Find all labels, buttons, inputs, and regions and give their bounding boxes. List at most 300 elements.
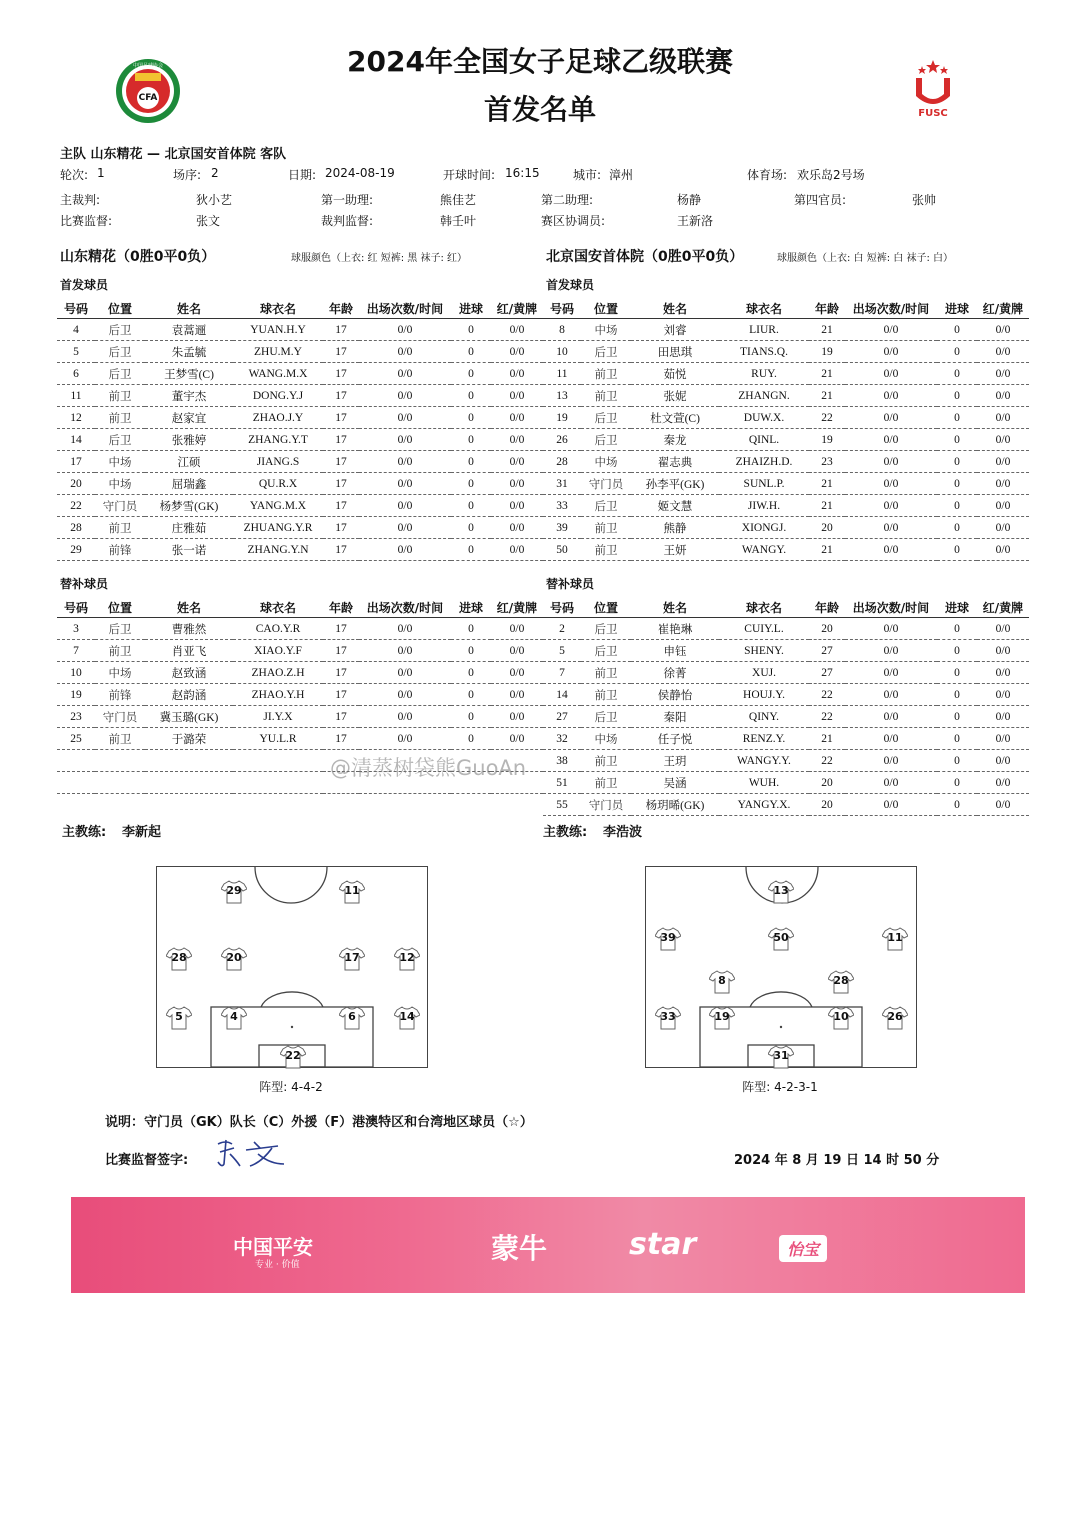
away-coach: 李浩波 [603, 825, 643, 840]
cell-name: 田思琪 [631, 341, 719, 363]
cell-goals: 0 [937, 794, 977, 816]
date-value: 2024-08-19 [325, 166, 395, 180]
cell-name: 孙李平(GK) [631, 473, 719, 495]
away-formation-caption [645, 1078, 915, 1095]
cell-number: 27 [543, 706, 581, 728]
cell-appearances: 0/0 [845, 728, 937, 750]
cell-goals: 0 [451, 319, 491, 341]
table-row [543, 517, 1029, 539]
cell-goals: 0 [937, 407, 977, 429]
cell-goals: 0 [937, 728, 977, 750]
cell-position: 后卫 [95, 341, 145, 363]
home-starters-table [57, 298, 543, 561]
column-header-name: 姓名 [631, 597, 719, 618]
jersey-number: 20 [226, 951, 242, 964]
stadium-label: 体育场: [747, 168, 788, 182]
cell-cards: 0/0 [491, 662, 543, 684]
teams-line: 主队 山东精花 — 北京国安首体院 客队 [60, 147, 287, 162]
cell-name: 赵致涵 [145, 662, 233, 684]
table-row [543, 618, 1029, 640]
cell-number: 28 [57, 517, 95, 539]
cell-goals: 0 [937, 473, 977, 495]
cell-cards: 0/0 [977, 473, 1029, 495]
table-row [57, 319, 543, 341]
away-kit: 球服颜色（上衣: 白 短裤: 白 袜子: 白） [777, 253, 954, 264]
cell-shirt-name: YANGY.X. [719, 794, 809, 816]
cell-goals: 0 [451, 728, 491, 750]
cell-position: 后卫 [581, 618, 631, 640]
jersey-marker [768, 927, 794, 951]
jersey-marker [394, 1006, 420, 1030]
ar2-value: 杨静 [677, 193, 702, 207]
cell-appearances: 0/0 [359, 407, 451, 429]
cell-cards: 0/0 [491, 706, 543, 728]
away-formation-value: 4-2-3-1 [774, 1080, 818, 1094]
cell-age: 17 [323, 539, 359, 561]
cell-age: 17 [323, 640, 359, 662]
cell-cards: 0/0 [977, 662, 1029, 684]
cell-name: 张一诺 [145, 539, 233, 561]
jersey-number: 28 [171, 951, 187, 964]
cell-number: 10 [543, 341, 581, 363]
cell-age: 20 [809, 794, 845, 816]
cell-appearances: 0/0 [845, 363, 937, 385]
coordinator-label: 赛区协调员: [541, 214, 606, 228]
table-row [543, 319, 1029, 341]
cell-name: 朱孟毓 [145, 341, 233, 363]
cell-appearances: 0/0 [359, 706, 451, 728]
cell-age: 22 [809, 684, 845, 706]
cell-age: 22 [809, 750, 845, 772]
cell-appearances: 0/0 [845, 772, 937, 794]
table-row [57, 407, 543, 429]
cfa-logo-text: CFA [138, 93, 158, 103]
cell-age: 21 [809, 495, 845, 517]
cell-position: 后卫 [95, 429, 145, 451]
cell-age: 20 [809, 772, 845, 794]
cell-shirt-name: JIANG.S [233, 451, 323, 473]
cell-age: 17 [323, 385, 359, 407]
cell-cards: 0/0 [491, 517, 543, 539]
jersey-marker [339, 880, 365, 904]
cell-name: 姬文慧 [631, 495, 719, 517]
sponsor-pingan: 中国平安 [233, 1235, 313, 1259]
cell-shirt-name: JI.Y.X [233, 706, 323, 728]
jersey-number: 6 [348, 1010, 356, 1023]
cell-appearances: 0/0 [359, 385, 451, 407]
table-row [57, 517, 543, 539]
cell-shirt-name: TIANS.Q. [719, 341, 809, 363]
jersey-marker [709, 1006, 735, 1030]
cell-name: 秦龙 [631, 429, 719, 451]
cell-name: 吴涵 [631, 772, 719, 794]
cell-goals: 0 [451, 684, 491, 706]
cell-goals: 0 [451, 539, 491, 561]
cell-number: 17 [57, 451, 95, 473]
jersey-marker [882, 927, 908, 951]
cell-cards: 0/0 [977, 385, 1029, 407]
cell-goals: 0 [451, 662, 491, 684]
cell-goals: 0 [451, 495, 491, 517]
cell-shirt-name: ZHAIZH.D. [719, 451, 809, 473]
cell-appearances: 0/0 [845, 385, 937, 407]
cell-position: 中场 [581, 319, 631, 341]
cell-position: 前卫 [95, 640, 145, 662]
cell-cards: 0/0 [491, 429, 543, 451]
cell-name: 侯静怡 [631, 684, 719, 706]
cell-position: 中场 [95, 662, 145, 684]
sponsor-banner [71, 1197, 1025, 1293]
cell-goals: 0 [451, 517, 491, 539]
cell-cards: 0/0 [491, 341, 543, 363]
jersey-number: 22 [285, 1049, 301, 1062]
column-header-age: 年龄 [323, 597, 359, 618]
column-header-cards: 红/黄牌 [977, 298, 1029, 319]
cell-cards: 0/0 [977, 319, 1029, 341]
referee-label: 主裁判: [60, 193, 101, 207]
cell-name: 庄雅茹 [145, 517, 233, 539]
jersey-marker [221, 880, 247, 904]
cell-appearances: 0/0 [845, 473, 937, 495]
cell-number: 38 [543, 750, 581, 772]
cell-name: 翟志典 [631, 451, 719, 473]
cell-goals: 0 [937, 640, 977, 662]
cell-goals: 0 [451, 706, 491, 728]
cell-position: 守门员 [581, 794, 631, 816]
cell-cards: 0/0 [491, 385, 543, 407]
cell-age: 17 [323, 495, 359, 517]
cell-cards: 0/0 [491, 451, 543, 473]
cell-age: 17 [323, 662, 359, 684]
table-header-row [543, 597, 1029, 618]
cell-appearances: 0/0 [845, 319, 937, 341]
cell-name: 于潞荣 [145, 728, 233, 750]
round-value: 1 [97, 166, 105, 180]
cell-age: 21 [809, 319, 845, 341]
cell-shirt-name [233, 750, 323, 772]
commissioner-value: 张文 [196, 214, 221, 228]
cell-name: 王玥 [631, 750, 719, 772]
cell-appearances: 0/0 [845, 517, 937, 539]
column-header-cards: 红/黄牌 [491, 298, 543, 319]
cell-goals: 0 [937, 662, 977, 684]
cell-number: 3 [57, 618, 95, 640]
table-header-row [543, 298, 1029, 319]
cell-appearances: 0/0 [359, 451, 451, 473]
jersey-number: 17 [344, 951, 360, 964]
cell-number: 14 [543, 684, 581, 706]
table-row [543, 794, 1029, 816]
jersey-marker [768, 880, 794, 904]
cell-position: 前卫 [581, 517, 631, 539]
cell-shirt-name: XUJ. [719, 662, 809, 684]
page-title: 2024年全国女子足球乙级联赛 [347, 45, 733, 78]
table-row [543, 662, 1029, 684]
cell-cards: 0/0 [977, 341, 1029, 363]
cell-position: 中场 [581, 451, 631, 473]
cell-cards: 0/0 [977, 495, 1029, 517]
cell-shirt-name: DUW.X. [719, 407, 809, 429]
jersey-marker [166, 1006, 192, 1030]
cell-position: 后卫 [95, 363, 145, 385]
ar1-label: 第一助理: [321, 193, 374, 207]
jersey-marker [655, 927, 681, 951]
cell-appearances: 0/0 [845, 539, 937, 561]
cell-goals: 0 [451, 451, 491, 473]
column-header-goals: 进球 [937, 298, 977, 319]
order-value: 2 [211, 166, 219, 180]
sponsor-pingan-sub: 专业 · 价值 [255, 1260, 300, 1270]
table-header-row [57, 597, 543, 618]
cell-shirt-name: SUNL.P. [719, 473, 809, 495]
cell-shirt-name: ZHAO.Z.H [233, 662, 323, 684]
table-row [543, 728, 1029, 750]
cell-position: 前卫 [95, 517, 145, 539]
sponsor-mengniu: 蒙牛 [491, 1232, 548, 1265]
cell-goals: 0 [937, 517, 977, 539]
cell-shirt-name: JIW.H. [719, 495, 809, 517]
cell-name: 秦阳 [631, 706, 719, 728]
cell-cards: 0/0 [977, 363, 1029, 385]
table-row [543, 473, 1029, 495]
cell-name: 屈瑞鑫 [145, 473, 233, 495]
cell-number: 50 [543, 539, 581, 561]
away-subs-table [543, 597, 1029, 816]
cell-name: 赵家宜 [145, 407, 233, 429]
table-row [57, 662, 543, 684]
jersey-marker [828, 970, 854, 994]
cell-position: 前卫 [581, 750, 631, 772]
cell-name: 徐菁 [631, 662, 719, 684]
stadium-value: 欢乐岛2号场 [797, 168, 865, 182]
cell-shirt-name: SHENY. [719, 640, 809, 662]
cell-age: 17 [323, 517, 359, 539]
cell-cards: 0/0 [491, 640, 543, 662]
cell-goals: 0 [937, 385, 977, 407]
column-header-cards: 红/黄牌 [491, 597, 543, 618]
cell-goals: 0 [937, 341, 977, 363]
jersey-number: 50 [773, 931, 789, 944]
ref-supervisor-value: 韩壬叶 [440, 214, 477, 228]
table-row [57, 684, 543, 706]
cell-shirt-name: CUIY.L. [719, 618, 809, 640]
column-header-age: 年龄 [323, 298, 359, 319]
cell-cards: 0/0 [491, 539, 543, 561]
cell-cards: 0/0 [977, 684, 1029, 706]
cell-goals: 0 [937, 451, 977, 473]
cell-number: 39 [543, 517, 581, 539]
table-row [57, 640, 543, 662]
table-row [57, 495, 543, 517]
jersey-number: 11 [887, 931, 903, 944]
table-row [57, 473, 543, 495]
cell-cards: 0/0 [491, 363, 543, 385]
cell-goals: 0 [451, 407, 491, 429]
cell-position: 后卫 [581, 341, 631, 363]
cell-number: 11 [57, 385, 95, 407]
column-header-appearances: 出场次数/时间 [845, 597, 937, 618]
cell-age: 19 [809, 429, 845, 451]
cell-number: 5 [57, 341, 95, 363]
jersey-number: 31 [773, 1049, 789, 1062]
cell-shirt-name: RUY. [719, 363, 809, 385]
cell-name [145, 772, 233, 794]
home-formation-caption [156, 1078, 426, 1095]
cell-position: 前卫 [581, 684, 631, 706]
cell-number: 4 [57, 319, 95, 341]
sign-datetime: 2024 年 8 月 19 日 14 时 50 分 [734, 1153, 940, 1168]
table-row [543, 451, 1029, 473]
cell-name: 杨玥晞(GK) [631, 794, 719, 816]
cell-number [57, 772, 95, 794]
cell-age: 22 [809, 407, 845, 429]
cell-cards: 0/0 [977, 517, 1029, 539]
cell-position: 守门员 [95, 495, 145, 517]
cell-number: 23 [57, 706, 95, 728]
cell-name: 张雅婷 [145, 429, 233, 451]
jersey-number: 4 [230, 1010, 238, 1023]
coordinator-value: 王新洛 [677, 214, 714, 228]
cell-cards: 0/0 [491, 319, 543, 341]
jersey-marker [339, 947, 365, 971]
cell-name: 曹雅然 [145, 618, 233, 640]
fusc-label: FUSC [918, 108, 948, 119]
table-row [543, 706, 1029, 728]
cell-name: 杨梦雪(GK) [145, 495, 233, 517]
cell-appearances: 0/0 [845, 341, 937, 363]
table-row [543, 407, 1029, 429]
cell-shirt-name: ZHANG.Y.T [233, 429, 323, 451]
home-kit: 球服颜色（上衣: 红 短裤: 黑 袜子: 红） [291, 253, 468, 264]
table-row [543, 341, 1029, 363]
table-row [57, 341, 543, 363]
cell-position: 前卫 [581, 363, 631, 385]
cell-cards: 0/0 [977, 640, 1029, 662]
cell-age: 23 [809, 451, 845, 473]
cell-appearances: 0/0 [359, 429, 451, 451]
cell-goals: 0 [451, 640, 491, 662]
legend-note: 说明：守门员（GK）队长（C）外援（F）港澳特区和台湾地区球员（☆） [105, 1115, 533, 1130]
commissioner-label: 比赛监督: [60, 214, 113, 228]
table-row [57, 429, 543, 451]
cell-cards: 0/0 [491, 495, 543, 517]
jersey-marker [709, 970, 735, 994]
cell-appearances: 0/0 [845, 706, 937, 728]
ar1-value: 熊佳艺 [440, 193, 477, 207]
cell-shirt-name: YUAN.H.Y [233, 319, 323, 341]
away-coach-label: 主教练: [543, 825, 588, 840]
cell-shirt-name: ZHU.M.Y [233, 341, 323, 363]
cell-appearances: 0/0 [845, 662, 937, 684]
cell-age: 21 [809, 473, 845, 495]
page-subtitle: 首发名单 [483, 93, 596, 126]
table-header-row [57, 298, 543, 319]
home-coach: 李新起 [122, 825, 162, 840]
cell-position: 后卫 [581, 640, 631, 662]
cell-shirt-name: WUH. [719, 772, 809, 794]
cell-shirt-name: LIUR. [719, 319, 809, 341]
cell-age: 21 [809, 539, 845, 561]
date-label: 日期: [288, 168, 317, 182]
home-team-header: 山东精花（0胜0平0负） [60, 249, 216, 265]
cell-name: 茹悦 [631, 363, 719, 385]
fourth-label: 第四官员: [794, 193, 847, 207]
cell-age: 27 [809, 662, 845, 684]
cell-cards: 0/0 [491, 618, 543, 640]
cell-shirt-name: ZHUANG.Y.R [233, 517, 323, 539]
cell-number: 2 [543, 618, 581, 640]
ref-supervisor-label: 裁判监督: [321, 214, 374, 228]
cell-cards: 0/0 [977, 728, 1029, 750]
cell-shirt-name: QU.R.X [233, 473, 323, 495]
cfa-logo-ring-text: 中国足球协会 [132, 63, 163, 69]
cell-appearances: 0/0 [359, 473, 451, 495]
jersey-number: 28 [833, 974, 849, 987]
table-row [543, 539, 1029, 561]
table-row [543, 429, 1029, 451]
column-header-position: 位置 [95, 298, 145, 319]
cell-number: 11 [543, 363, 581, 385]
cell-number: 14 [57, 429, 95, 451]
away-starters-label: 首发球员 [546, 278, 595, 292]
cell-position: 后卫 [95, 618, 145, 640]
column-header-position: 位置 [581, 597, 631, 618]
city-value: 漳州 [609, 168, 634, 182]
referee-value: 狄小艺 [196, 193, 233, 207]
cell-cards: 0/0 [977, 794, 1029, 816]
cell-goals: 0 [451, 385, 491, 407]
jersey-marker [882, 1006, 908, 1030]
cell-age: 17 [323, 341, 359, 363]
cell-shirt-name: DONG.Y.J [233, 385, 323, 407]
jersey-marker [394, 947, 420, 971]
cell-name: 赵韵涵 [145, 684, 233, 706]
table-row [57, 385, 543, 407]
column-header-appearances: 出场次数/时间 [359, 597, 451, 618]
home-coach-label: 主教练: [62, 825, 107, 840]
jersey-number: 11 [344, 884, 360, 897]
cell-name [145, 750, 233, 772]
column-header-position: 位置 [581, 298, 631, 319]
cell-age: 20 [809, 618, 845, 640]
jersey-marker [339, 1006, 365, 1030]
column-header-number: 号码 [57, 597, 95, 618]
cell-number: 28 [543, 451, 581, 473]
cell-goals: 0 [937, 363, 977, 385]
cell-age: 17 [323, 407, 359, 429]
cell-position: 守门员 [95, 706, 145, 728]
cell-name: 熊静 [631, 517, 719, 539]
cell-name: 江硕 [145, 451, 233, 473]
column-header-shirt-name: 球衣名 [719, 597, 809, 618]
cell-age: 17 [323, 363, 359, 385]
jersey-number: 33 [660, 1010, 676, 1023]
table-row [57, 706, 543, 728]
cell-age: 17 [323, 319, 359, 341]
signature-handwriting [212, 1134, 302, 1170]
table-row [57, 618, 543, 640]
cell-appearances: 0/0 [359, 640, 451, 662]
cell-cards: 0/0 [977, 618, 1029, 640]
cell-goals: 0 [451, 429, 491, 451]
cell-number: 13 [543, 385, 581, 407]
cell-appearances: 0/0 [359, 618, 451, 640]
column-header-number: 号码 [57, 298, 95, 319]
column-header-number: 号码 [543, 597, 581, 618]
jersey-number: 5 [175, 1010, 183, 1023]
cell-position: 前卫 [581, 539, 631, 561]
cell-appearances: 0/0 [845, 618, 937, 640]
